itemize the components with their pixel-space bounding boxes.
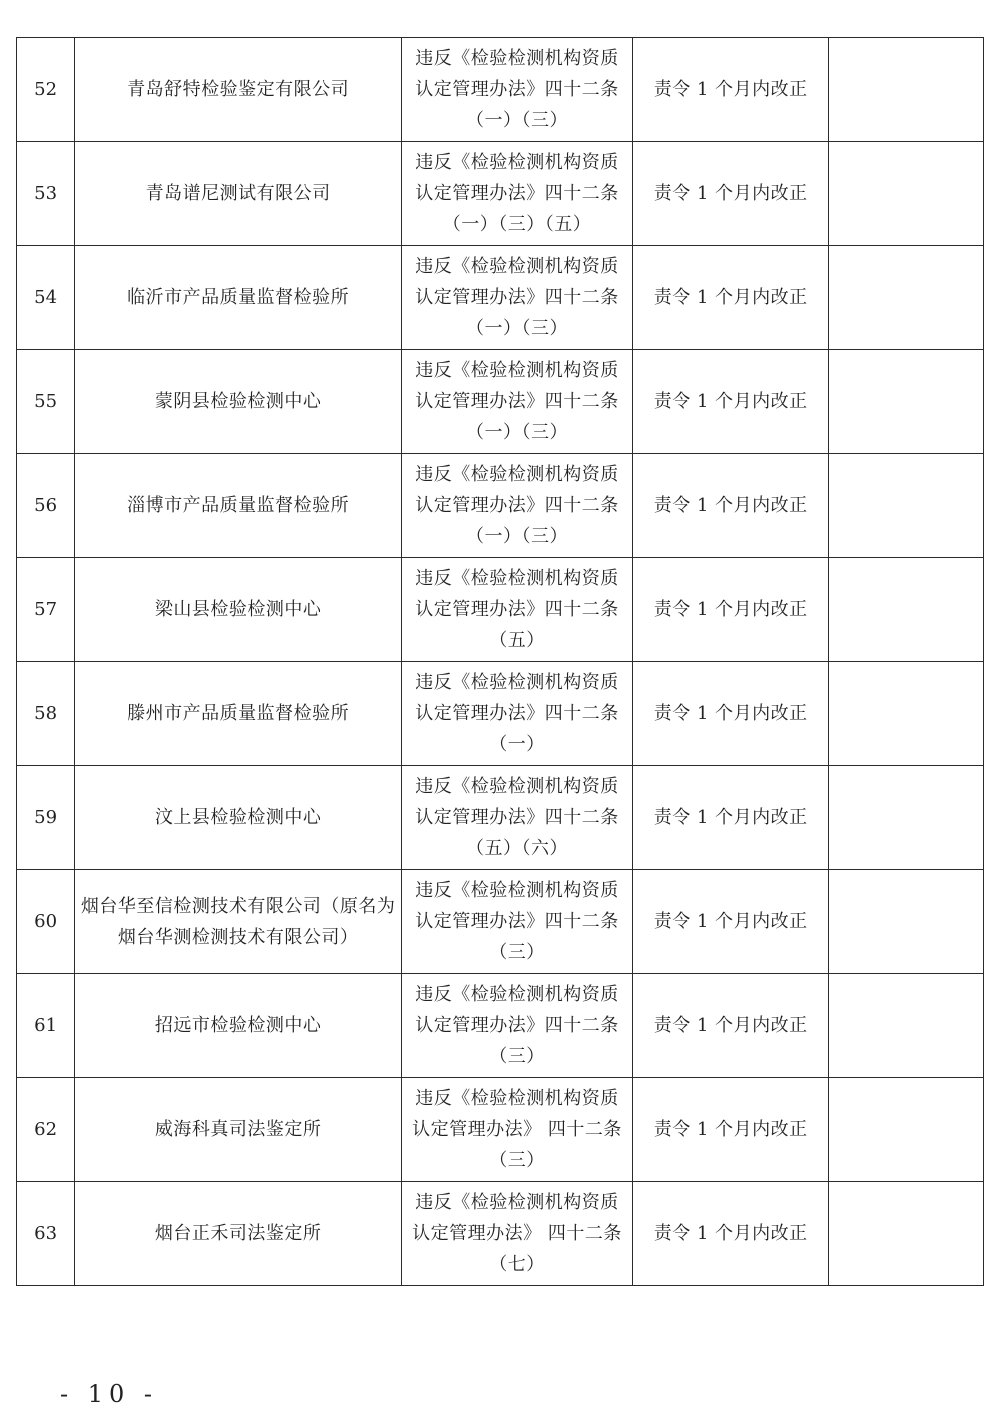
violation-reason-line: （一）（三） bbox=[466, 318, 569, 339]
violation-reason-line: 认定管理办法》 四十二条 bbox=[412, 1223, 622, 1244]
penalty-action: 责令 1 个月内改正 bbox=[632, 454, 829, 558]
table-body bbox=[17, 38, 984, 1286]
violation-reason bbox=[402, 974, 633, 1078]
violation-reason bbox=[402, 38, 633, 142]
penalty-action: 责令 1 个月内改正 bbox=[632, 870, 829, 974]
row-number: 60 bbox=[17, 870, 75, 974]
violation-reason-line: （五）（六） bbox=[466, 838, 569, 859]
violation-reason bbox=[402, 246, 633, 350]
penalty-action: 责令 1 个月内改正 bbox=[632, 1078, 829, 1182]
remarks-cell bbox=[829, 870, 984, 974]
table-row bbox=[17, 662, 984, 766]
row-number: 61 bbox=[17, 974, 75, 1078]
row-number: 59 bbox=[17, 766, 75, 870]
table-row bbox=[17, 246, 984, 350]
row-number: 62 bbox=[17, 1078, 75, 1182]
remarks-cell bbox=[829, 246, 984, 350]
penalty-action: 责令 1 个月内改正 bbox=[632, 1182, 829, 1286]
violation-reason-line: （三） bbox=[489, 942, 545, 963]
table-row bbox=[17, 1182, 984, 1286]
violation-reason-line: （五） bbox=[489, 630, 545, 651]
violation-reason-line: 违反《检验检测机构资质 bbox=[415, 360, 619, 381]
violation-reason-line: 认定管理办法》四十二条 bbox=[415, 79, 619, 100]
page-number: - 10 - bbox=[60, 1380, 159, 1408]
violation-reason-line: （一）（三） bbox=[466, 526, 569, 547]
row-number: 53 bbox=[17, 142, 75, 246]
remarks-cell bbox=[829, 1078, 984, 1182]
penalty-list-table bbox=[16, 37, 984, 1286]
table-row bbox=[17, 454, 984, 558]
penalty-action: 责令 1 个月内改正 bbox=[632, 766, 829, 870]
violation-reason bbox=[402, 766, 633, 870]
violation-reason-line: 违反《检验检测机构资质 bbox=[415, 464, 619, 485]
table-row bbox=[17, 870, 984, 974]
row-number: 63 bbox=[17, 1182, 75, 1286]
institution-name: 滕州市产品质量监督检验所 bbox=[75, 662, 402, 766]
remarks-cell bbox=[829, 38, 984, 142]
violation-reason-line: 违反《检验检测机构资质 bbox=[415, 672, 619, 693]
violation-reason-line: （一） bbox=[489, 734, 545, 755]
violation-reason bbox=[402, 662, 633, 766]
violation-reason bbox=[402, 870, 633, 974]
violation-reason-line: 认定管理办法》 四十二条 bbox=[412, 1119, 622, 1140]
violation-reason-line: 认定管理办法》四十二条 bbox=[415, 911, 619, 932]
penalty-action: 责令 1 个月内改正 bbox=[632, 350, 829, 454]
row-number: 54 bbox=[17, 246, 75, 350]
institution-name: 临沂市产品质量监督检验所 bbox=[75, 246, 402, 350]
table-row bbox=[17, 38, 984, 142]
violation-reason-line: 认定管理办法》四十二条 bbox=[415, 391, 619, 412]
violation-reason-line: 认定管理办法》四十二条 bbox=[415, 183, 619, 204]
remarks-cell bbox=[829, 142, 984, 246]
violation-reason-line: （一）（三） bbox=[466, 110, 569, 131]
remarks-cell bbox=[829, 766, 984, 870]
violation-reason-line: 认定管理办法》四十二条 bbox=[415, 807, 619, 828]
row-number: 56 bbox=[17, 454, 75, 558]
table-row bbox=[17, 974, 984, 1078]
violation-reason-line: （七） bbox=[489, 1254, 545, 1275]
institution-name: 梁山县检验检测中心 bbox=[75, 558, 402, 662]
violation-reason-line: （一）（三） bbox=[466, 422, 569, 443]
violation-reason-line: 认定管理办法》四十二条 bbox=[415, 287, 619, 308]
institution-name: 汶上县检验检测中心 bbox=[75, 766, 402, 870]
penalty-action: 责令 1 个月内改正 bbox=[632, 558, 829, 662]
institution-name: 青岛谱尼测试有限公司 bbox=[75, 142, 402, 246]
row-number: 57 bbox=[17, 558, 75, 662]
violation-reason-line: 违反《检验检测机构资质 bbox=[415, 568, 619, 589]
institution-name: 威海科真司法鉴定所 bbox=[75, 1078, 402, 1182]
institution-name: 淄博市产品质量监督检验所 bbox=[75, 454, 402, 558]
table-row bbox=[17, 142, 984, 246]
penalty-action: 责令 1 个月内改正 bbox=[632, 246, 829, 350]
row-number: 52 bbox=[17, 38, 75, 142]
violation-reason-line: （一）（三）（五） bbox=[442, 214, 592, 235]
table-row bbox=[17, 766, 984, 870]
row-number: 58 bbox=[17, 662, 75, 766]
remarks-cell bbox=[829, 558, 984, 662]
violation-reason-line: 违反《检验检测机构资质 bbox=[415, 984, 619, 1005]
remarks-cell bbox=[829, 1182, 984, 1286]
violation-reason bbox=[402, 454, 633, 558]
violation-reason bbox=[402, 558, 633, 662]
violation-reason-line: 认定管理办法》四十二条 bbox=[415, 1015, 619, 1036]
violation-reason-line: 认定管理办法》四十二条 bbox=[415, 495, 619, 516]
institution-name: 烟台正禾司法鉴定所 bbox=[75, 1182, 402, 1286]
violation-reason-line: 违反《检验检测机构资质 bbox=[415, 48, 619, 69]
violation-reason-line: （三） bbox=[489, 1150, 545, 1171]
remarks-cell bbox=[829, 974, 984, 1078]
violation-reason-line: 认定管理办法》四十二条 bbox=[415, 599, 619, 620]
institution-name: 烟台华至信检测技术有限公司（原名为烟台华测检测技术有限公司） bbox=[75, 870, 402, 974]
remarks-cell bbox=[829, 350, 984, 454]
remarks-cell bbox=[829, 662, 984, 766]
violation-reason-line: 违反《检验检测机构资质 bbox=[415, 1088, 619, 1109]
violation-reason-line: 违反《检验检测机构资质 bbox=[415, 152, 619, 173]
violation-reason-line: 认定管理办法》四十二条 bbox=[415, 703, 619, 724]
table-row bbox=[17, 350, 984, 454]
penalty-action: 责令 1 个月内改正 bbox=[632, 974, 829, 1078]
violation-reason-line: （三） bbox=[489, 1046, 545, 1067]
table-row bbox=[17, 1078, 984, 1182]
penalty-action: 责令 1 个月内改正 bbox=[632, 142, 829, 246]
violation-reason-line: 违反《检验检测机构资质 bbox=[415, 256, 619, 277]
violation-reason-line: 违反《检验检测机构资质 bbox=[415, 880, 619, 901]
institution-name: 招远市检验检测中心 bbox=[75, 974, 402, 1078]
remarks-cell bbox=[829, 454, 984, 558]
violation-reason bbox=[402, 142, 633, 246]
penalty-action: 责令 1 个月内改正 bbox=[632, 38, 829, 142]
violation-reason-line: 违反《检验检测机构资质 bbox=[415, 1192, 619, 1213]
institution-name: 蒙阴县检验检测中心 bbox=[75, 350, 402, 454]
institution-name: 青岛舒特检验鉴定有限公司 bbox=[75, 38, 402, 142]
violation-reason bbox=[402, 1182, 633, 1286]
violation-reason bbox=[402, 1078, 633, 1182]
row-number: 55 bbox=[17, 350, 75, 454]
violation-reason-line: 违反《检验检测机构资质 bbox=[415, 776, 619, 797]
table-row bbox=[17, 558, 984, 662]
violation-reason bbox=[402, 350, 633, 454]
penalty-action: 责令 1 个月内改正 bbox=[632, 662, 829, 766]
